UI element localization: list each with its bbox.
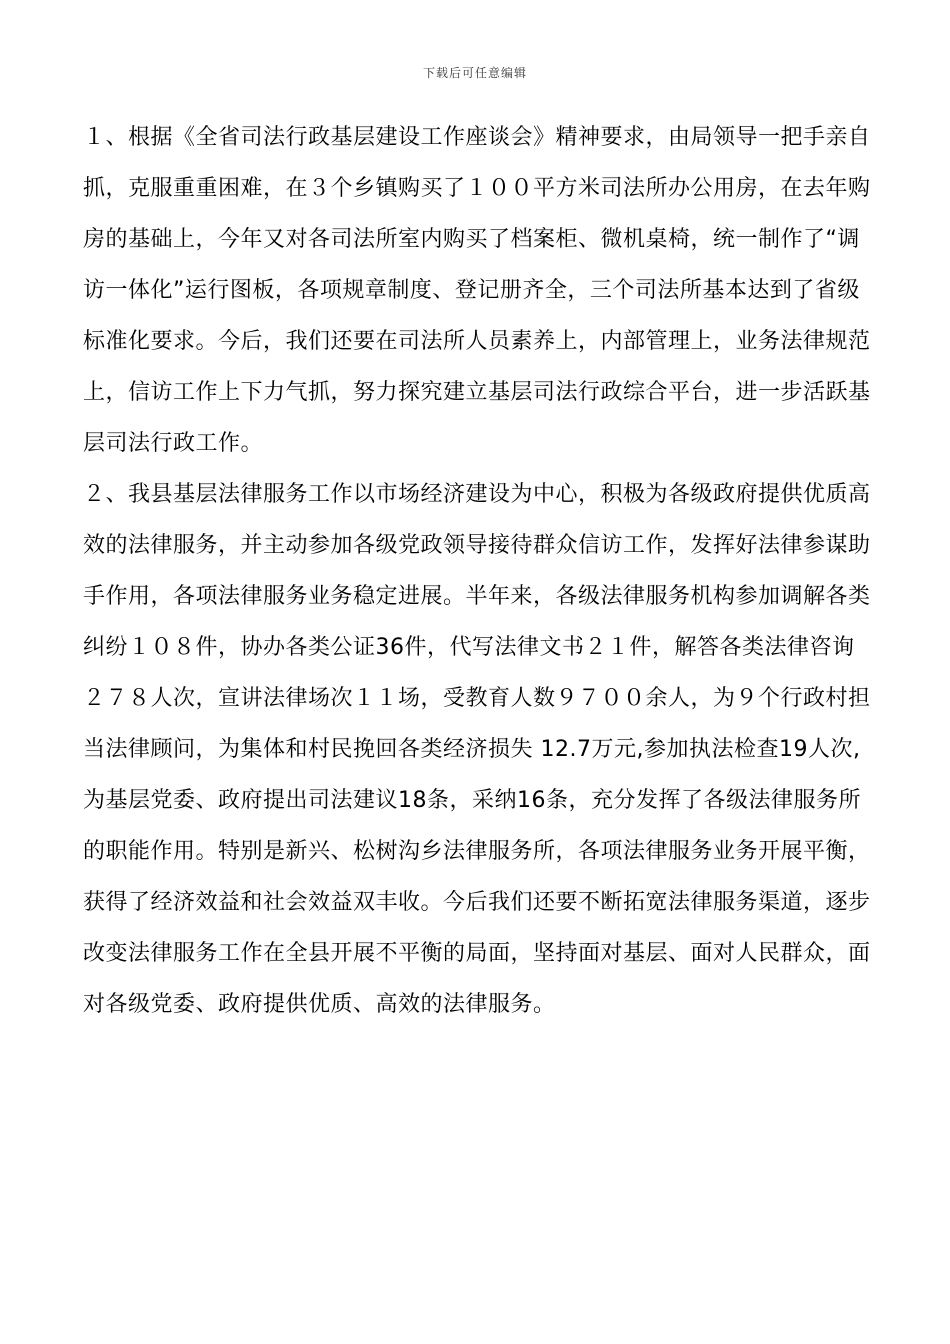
document-body [83, 112, 873, 1030]
paragraph-1: １、根据《全省司法行政基层建设工作座谈会》精神要求，由局领导一把手亲自抓，克服重重困难，在３个乡镇购买了１００平方米司法所办公用房，在去年购房的基础上，今年又对各司法所室内购买了档案柜、微机桌椅，统一制作了“调访一体化”运行图板，各项规章制度、登记册齐全，三个司法所基本达到了省级标准化要求。今后，我们还要在司法所人员素养上，内部管理上，业务法律规范上，信访工作上下力气抓，努力探究建立基层司法行政综合平台，进一步活跃基层司法行政工作。 [83, 125, 871, 456]
page-header-note: 下载后可任意编辑 [422, 66, 527, 80]
paragraph-2: ２、我县基层法律服务工作以市场经济建设为中心，积极为各级政府提供优质高效的法律服务，并主动参加各级党政领导接待群众信访工作，发挥好法律参谋助手作用，各项法律服务业务稳定进展。半年来，各级法律服务机构参加调解各类纠纷１０８件，协办各类公证36件，代写法律文书２１件，解答各类法律咨询２７８人次，宣讲法律场次１１场，受教育人数９７００余人，为９个行政村担当法律顾问，为集体和村民挽回各类经济损失 12.7万元,参加执法检查19人次,为基层党委、政府提出司法建议18条，采纳16条，充分发挥了各级法律服务所的职能作用。特别是新兴、松树沟乡法律服务所，各项法律服务业务开展平衡，获得了经济效益和社会效益双丰收。今后我们还要不断拓宽法律服务渠道，逐步改变法律服务工作在全县开展不平衡的局面，坚持面对基层、面对人民群众，面对各级党委、政府提供优质、高效的法律服务。 [83, 482, 871, 1017]
